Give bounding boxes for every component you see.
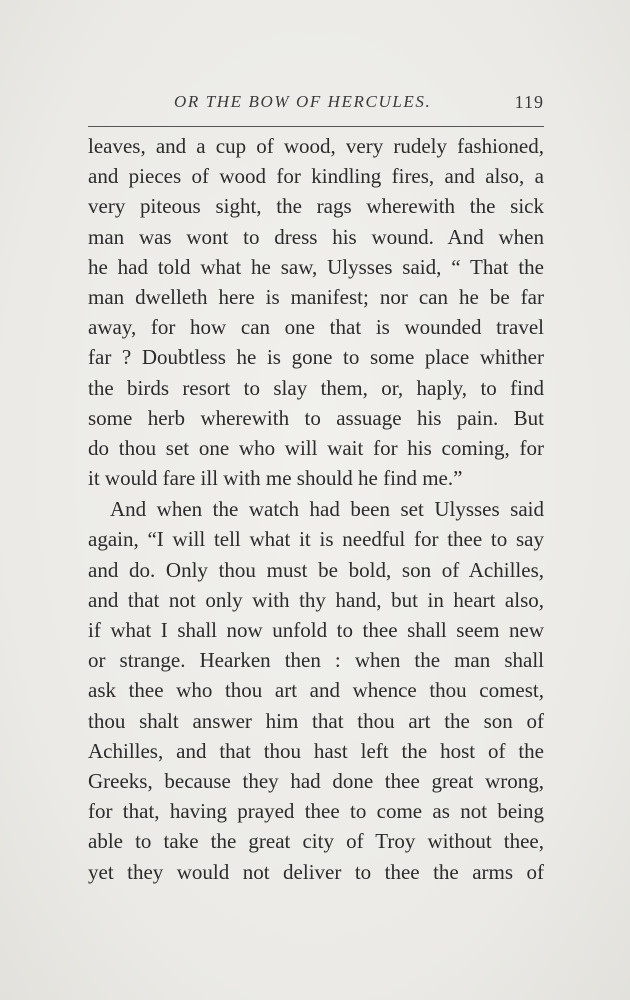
text-line: and pieces of wood for kindling fires, and also, a	[88, 164, 544, 189]
running-head	[88, 92, 544, 122]
text-line: some herb wherewith to assuage his pain. But	[88, 405, 544, 430]
text-line: man was wont to dress his wound. And when	[88, 224, 544, 249]
text-line-paragraph-end: it would fare ill with me should he find me.”	[88, 466, 463, 491]
text-line: away, for how can one that is wounded travel	[88, 315, 544, 340]
header-rule	[88, 126, 544, 127]
text-line: leaves, and a cup of wood, very rudely fashioned,	[88, 134, 544, 158]
text-line: if what I shall now unfold to thee shall seem new	[88, 618, 544, 642]
text-line: ask thee who thou art and whence thou comest,	[88, 678, 544, 703]
text-line-paragraph-start: And when the watch had been set Ulysses said	[110, 497, 544, 522]
text-line: he had told what he saw, Ulysses said, “ That the	[88, 254, 544, 279]
text-line: man dwelleth here is manifest; nor can he be far	[88, 284, 544, 309]
text-line: and do. Only thou must be bold, son of Achilles,	[88, 557, 544, 582]
running-title: OR THE BOW OF HERCULES.	[174, 92, 432, 111]
text-line: very piteous sight, the rags wherewith the sick	[88, 194, 544, 219]
text-line: Achilles, and that thou hast left the host of the	[88, 738, 544, 763]
text-line: far ? Doubtless he is gone to some place whither	[88, 345, 544, 370]
text-line: for that, having prayed thee to come as not being	[88, 799, 544, 824]
text-line: and that not only with thy hand, but in heart also,	[88, 587, 544, 612]
text-line: again, “I will tell what it is needful for thee to say	[88, 527, 544, 552]
text-line: able to take the great city of Troy without thee,	[88, 829, 544, 854]
page-number: 119	[514, 92, 544, 112]
text-line: thou shalt answer him that thou art the son of	[88, 708, 544, 733]
text-line: the birds resort to slay them, or, haply, to find	[88, 375, 544, 400]
text-line: or strange. Hearken then : when the man shall	[88, 648, 544, 673]
text-line: Greeks, because they had done thee great wrong,	[88, 768, 544, 793]
text-line: do thou set one who will wait for his coming, for	[88, 435, 544, 460]
text-line: yet they would not deliver to thee the arms of	[88, 859, 544, 884]
body-text	[88, 131, 544, 887]
